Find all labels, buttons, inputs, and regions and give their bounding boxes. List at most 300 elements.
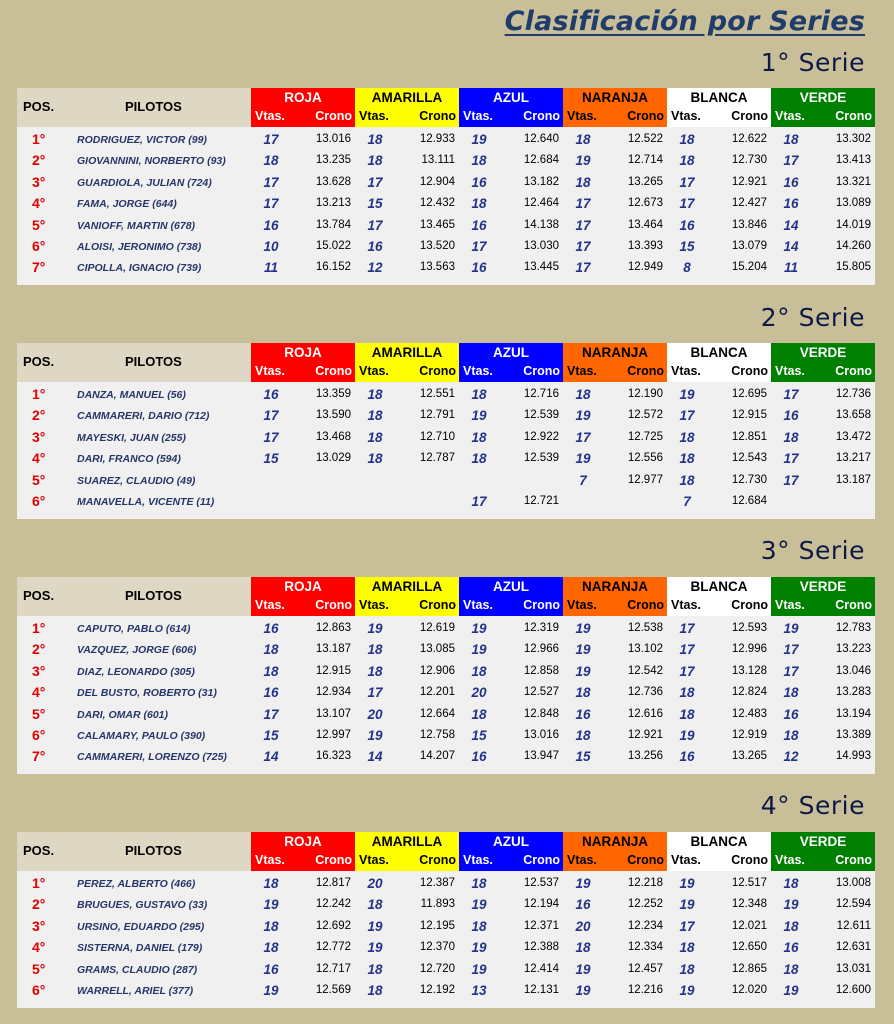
crono-value: 12.242 [315,898,351,911]
laps-value: 16 [471,174,487,190]
laps-value: 17 [471,494,487,509]
crono-value: 12.319 [523,622,559,634]
crono-value: 12.915 [315,664,351,677]
laps-value: 19 [783,983,799,998]
pilot-name: CIPOLLA, IGNACIO (739) [77,262,202,275]
laps-value: 14 [783,239,799,254]
table-row [17,405,875,426]
crono-value: 12.556 [627,452,663,465]
crono-value: 12.371 [523,919,559,932]
laps-value: 18 [263,642,279,658]
lane-name: VERDE [799,345,847,360]
serie-title: 4° Serie [760,791,865,820]
crono-value: 12.817 [315,877,351,889]
lane-name: BLANCA [690,834,748,849]
lane-header-naranja [563,88,667,127]
standings-table [17,577,875,774]
row-position: 2° [32,152,46,169]
table-row [17,894,875,915]
header-crono: Crono [627,109,664,123]
laps-value: 18 [367,408,383,424]
table-header [17,88,875,127]
lane-name: AZUL [493,90,529,105]
laps-value: 18 [263,663,279,679]
crono-value: 13.784 [315,218,351,231]
crono-value: 12.921 [731,175,767,188]
table-row [17,937,875,958]
crono-value: 13.413 [835,154,871,167]
crono-value: 12.717 [315,962,351,975]
lane-name: AMARILLA [371,834,443,849]
header-vtas: Vtas. [359,364,389,378]
crono-value: 12.622 [731,133,767,145]
laps-value: 15 [471,728,487,743]
laps-value: 17 [679,196,695,212]
header-vtas: Vtas. [567,853,597,867]
crono-value: 13.008 [835,877,871,889]
crono-value: 12.758 [419,729,455,741]
header-vtas: Vtas. [671,853,701,867]
laps-value: 19 [575,663,591,679]
laps-value: 17 [575,429,591,445]
pilot-name: FAMA, JORGE (644) [77,198,177,211]
laps-value: 18 [471,429,487,445]
laps-value: 14 [783,217,799,233]
row-position: 2° [32,896,46,913]
laps-value: 15 [575,749,591,765]
crono-value: 12.569 [315,984,351,996]
header-vtas: Vtas. [775,109,805,123]
header-crono: Crono [731,853,768,867]
table-row [17,746,875,767]
lane-header-verde [771,343,875,382]
table-row [17,959,875,980]
laps-value: 16 [783,174,799,190]
standings-table [17,343,875,519]
laps-value: 15 [679,239,695,254]
laps-value: 19 [471,132,487,147]
laps-value: 18 [783,728,799,743]
header-left [17,577,251,616]
crono-value: 12.522 [627,133,663,145]
table-row [17,980,875,1001]
laps-value: 18 [679,451,695,467]
row-position: 5° [32,471,46,488]
laps-value: 16 [783,408,799,424]
laps-value: 8 [683,260,691,276]
crono-value: 12.190 [627,388,663,400]
laps-value: 18 [783,961,799,977]
crono-value: 12.640 [523,133,559,145]
laps-value: 18 [367,451,383,467]
lane-header-roja [251,88,355,127]
laps-value: 16 [783,706,799,722]
crono-value: 13.079 [731,240,767,252]
crono-value: 12.600 [835,984,871,996]
lane-name: AMARILLA [371,579,443,594]
header-vtas: Vtas. [671,598,701,612]
crono-value: 13.283 [835,686,871,699]
header-crono: Crono [315,598,352,612]
laps-value: 19 [575,621,591,636]
laps-value: 19 [367,940,383,956]
header-crono: Crono [835,853,872,867]
laps-value: 18 [471,876,487,891]
laps-value: 18 [367,387,383,402]
crono-value: 13.128 [731,664,767,677]
laps-value: 16 [263,217,279,233]
laps-value: 19 [471,621,487,636]
table-row [17,448,875,469]
laps-value: 19 [575,408,591,424]
row-position: 3° [32,428,46,445]
pilot-name: ALOISI, JERONIMO (738) [77,241,202,253]
crono-value: 12.021 [731,919,767,932]
crono-value: 12.432 [419,197,455,210]
laps-value: 17 [263,196,279,212]
pilot-name: SISTERNA, DANIEL (179) [77,942,203,955]
table-row [17,236,875,257]
pilot-name: CALAMARY, PAULO (390) [77,730,206,742]
header-crono: Crono [731,598,768,612]
lane-header-verde [771,577,875,616]
row-position: 4° [32,450,46,467]
crono-value: 14.019 [835,218,871,231]
lane-name: VERDE [799,579,847,594]
crono-value: 12.684 [523,154,559,167]
laps-value: 16 [263,961,279,977]
header-pilotos: PILOTOS [125,843,182,858]
table-row [17,150,875,171]
header-vtas: Vtas. [255,364,285,378]
crono-value: 12.725 [627,430,663,443]
header-left [17,343,251,382]
laps-value: 17 [679,408,695,424]
table-row [17,916,875,937]
laps-value: 18 [367,897,383,913]
laps-value: 17 [679,174,695,190]
crono-value: 16.152 [315,261,351,274]
laps-value: 18 [575,685,591,701]
crono-value: 12.934 [315,686,351,699]
header-vtas: Vtas. [255,853,285,867]
lane-name: ROJA [284,345,322,360]
laps-value: 16 [679,217,695,233]
lane-header-azul [459,88,563,127]
crono-value: 12.192 [419,984,455,996]
header-crono: Crono [315,109,352,123]
crono-value: 12.949 [627,261,663,274]
crono-value: 12.996 [731,643,767,656]
crono-value: 12.427 [731,197,767,210]
header-crono: Crono [419,364,456,378]
crono-value: 12.201 [419,686,455,699]
pilot-name: MAYESKI, JUAN (255) [77,431,186,444]
laps-value: 19 [471,961,487,977]
laps-value: 19 [575,642,591,658]
laps-value: 11 [783,260,798,276]
crono-value: 12.721 [523,495,559,507]
lane-name: AMARILLA [371,345,443,360]
pilot-name: RODRIGUEZ, VICTOR (99) [77,134,207,146]
crono-value: 12.538 [627,622,663,634]
crono-value: 13.031 [835,962,871,975]
crono-value: 12.195 [419,919,455,932]
row-position: 5° [32,216,46,233]
row-position: 2° [32,407,46,424]
laps-value: 18 [679,429,695,445]
crono-value: 12.483 [731,707,767,720]
laps-value: 19 [367,621,383,636]
pilot-name: BRUGUES, GUSTAVO (33) [77,899,208,912]
pilot-name: VANIOFF, MARTIN (678) [77,219,196,232]
crono-value: 13.194 [835,707,871,720]
lane-header-blanca [667,343,771,382]
crono-value: 12.387 [419,877,455,889]
lane-header-amarilla [355,577,459,616]
crono-value: 12.539 [523,452,559,465]
laps-value: 17 [679,621,695,636]
lane-name: NARANJA [581,834,648,849]
crono-value: 13.321 [835,175,871,188]
laps-value: 19 [679,983,695,998]
lane-name: AMARILLA [371,90,443,105]
laps-value: 18 [783,132,799,147]
laps-value: 18 [679,685,695,701]
crono-value: 12.537 [523,877,559,889]
laps-value: 16 [471,217,487,233]
header-pos: POS. [23,99,55,114]
laps-value: 18 [679,472,695,488]
lane-name: AZUL [493,579,529,594]
laps-value: 14 [263,749,279,765]
laps-value: 17 [783,663,799,679]
serie-title: 2° Serie [760,303,865,332]
crono-value: 16.323 [315,750,351,763]
crono-value: 12.915 [731,409,767,422]
crono-value: 12.858 [523,664,559,677]
laps-value: 18 [367,961,383,977]
laps-value: 19 [575,153,591,169]
laps-value: 18 [471,918,487,934]
laps-value: 20 [471,685,487,701]
crono-value: 12.720 [419,962,455,975]
header-crono: Crono [523,364,560,378]
header-crono: Crono [419,853,456,867]
crono-value: 12.791 [419,409,455,422]
laps-value: 17 [575,260,591,276]
row-position: 6° [32,238,46,254]
header-pilotos: PILOTOS [125,99,182,114]
crono-value: 13.265 [731,750,767,763]
lane-header-amarilla [355,343,459,382]
crono-value: 14.993 [835,750,871,763]
crono-value: 15.022 [315,240,351,252]
laps-value: 18 [679,706,695,722]
row-position: 6° [32,493,46,509]
header-crono: Crono [835,364,872,378]
laps-value: 20 [367,876,383,891]
lane-header-azul [459,577,563,616]
header-vtas: Vtas. [671,364,701,378]
laps-value: 17 [783,472,799,488]
row-position: 4° [32,684,46,701]
row-position: 4° [32,195,46,212]
crono-value: 12.921 [627,729,663,741]
laps-value: 20 [575,918,591,934]
crono-value: 13.590 [315,409,351,422]
row-position: 3° [32,662,46,679]
header-vtas: Vtas. [359,109,389,123]
header-crono: Crono [731,364,768,378]
crono-value: 12.716 [523,388,559,400]
crono-value: 12.593 [731,622,767,634]
crono-value: 12.194 [523,898,559,911]
lane-header-blanca [667,88,771,127]
header-vtas: Vtas. [463,598,493,612]
crono-value: 13.187 [835,473,871,486]
laps-value: 19 [575,876,591,891]
lane-header-verde [771,88,875,127]
laps-value: 18 [575,174,591,190]
crono-value: 12.933 [419,133,455,145]
crono-value: 15.204 [731,261,767,274]
laps-value: 16 [471,260,487,276]
crono-value: 12.414 [523,962,559,975]
laps-value: 19 [367,728,383,743]
laps-value: 17 [263,429,279,445]
crono-value: 13.563 [419,261,455,274]
header-crono: Crono [627,598,664,612]
laps-value: 18 [783,685,799,701]
crono-value: 13.235 [315,154,351,167]
lane-name: AZUL [493,345,529,360]
laps-value: 18 [783,918,799,934]
crono-value: 12.457 [627,962,663,975]
crono-value: 13.213 [315,197,351,210]
crono-value: 13.658 [835,409,871,422]
row-position: 1° [32,620,46,636]
crono-value: 14.138 [523,218,559,231]
crono-value: 12.977 [627,473,663,486]
laps-value: 17 [263,132,279,147]
header-vtas: Vtas. [255,109,285,123]
crono-value: 12.783 [835,622,871,634]
crono-value: 12.863 [315,622,351,634]
laps-value: 16 [471,749,487,765]
laps-value: 16 [263,387,279,402]
crono-value: 12.904 [419,175,455,188]
crono-value: 12.695 [731,388,767,400]
laps-value: 18 [263,876,279,891]
laps-value: 20 [367,706,383,722]
lane-header-azul [459,832,563,871]
lane-header-naranja [563,343,667,382]
row-position: 7° [32,259,46,276]
crono-value: 13.256 [627,750,663,763]
crono-value: 13.217 [835,452,871,465]
laps-value: 17 [679,663,695,679]
laps-value: 17 [783,451,799,467]
laps-value: 17 [367,217,383,233]
header-vtas: Vtas. [567,364,597,378]
crono-value: 13.085 [419,643,455,656]
row-position: 7° [32,748,46,765]
crono-value: 13.107 [315,707,351,720]
laps-value: 17 [575,217,591,233]
crono-value: 12.348 [731,898,767,911]
laps-value: 18 [367,663,383,679]
lane-header-amarilla [355,832,459,871]
crono-value: 12.865 [731,962,767,975]
crono-value: 14.260 [835,240,871,252]
crono-value: 12.594 [835,898,871,911]
laps-value: 17 [575,196,591,212]
laps-value: 19 [783,621,799,636]
lane-name: ROJA [284,834,322,849]
crono-value: 12.736 [835,388,871,400]
crono-value: 13.265 [627,175,663,188]
laps-value: 19 [575,961,591,977]
pilot-name: DIAZ, LEONARDO (305) [77,665,195,678]
crono-value: 13.520 [419,240,455,252]
header-crono: Crono [523,109,560,123]
table-row [17,873,875,894]
crono-value: 12.370 [419,941,455,954]
lane-header-naranja [563,577,667,616]
header-vtas: Vtas. [671,109,701,123]
laps-value: 17 [783,153,799,169]
laps-value: 18 [471,153,487,169]
crono-value: 12.542 [627,664,663,677]
laps-value: 19 [679,876,695,891]
row-position: 4° [32,939,46,956]
lane-header-azul [459,343,563,382]
lane-header-blanca [667,577,771,616]
header-vtas: Vtas. [255,598,285,612]
crono-value: 13.089 [835,197,871,210]
table-row [17,172,875,193]
table-row [17,129,875,150]
header-vtas: Vtas. [359,853,389,867]
crono-value: 13.465 [419,218,455,231]
header-pos: POS. [23,354,55,369]
row-position: 5° [32,705,46,722]
crono-value: 12.787 [419,452,455,465]
header-crono: Crono [731,109,768,123]
main-title: Clasificación por Series [504,6,865,37]
header-vtas: Vtas. [567,109,597,123]
crono-value: 12.684 [731,495,767,507]
lane-name: NARANJA [581,579,648,594]
pilot-name: SUAREZ, CLAUDIO (49) [77,474,196,487]
table-row [17,193,875,214]
lane-name: ROJA [284,579,322,594]
laps-value: 19 [471,642,487,658]
row-position: 1° [32,386,46,402]
header-vtas: Vtas. [463,364,493,378]
laps-value: 17 [263,706,279,722]
crono-value: 12.572 [627,409,663,422]
crono-value: 12.966 [523,643,559,656]
header-crono: Crono [315,853,352,867]
header-crono: Crono [627,853,664,867]
crono-value: 12.020 [731,984,767,996]
pilot-name: CAMMARERI, LORENZO (725) [77,751,227,764]
header-left [17,88,251,127]
laps-value: 15 [263,451,279,467]
laps-value: 16 [575,897,591,913]
